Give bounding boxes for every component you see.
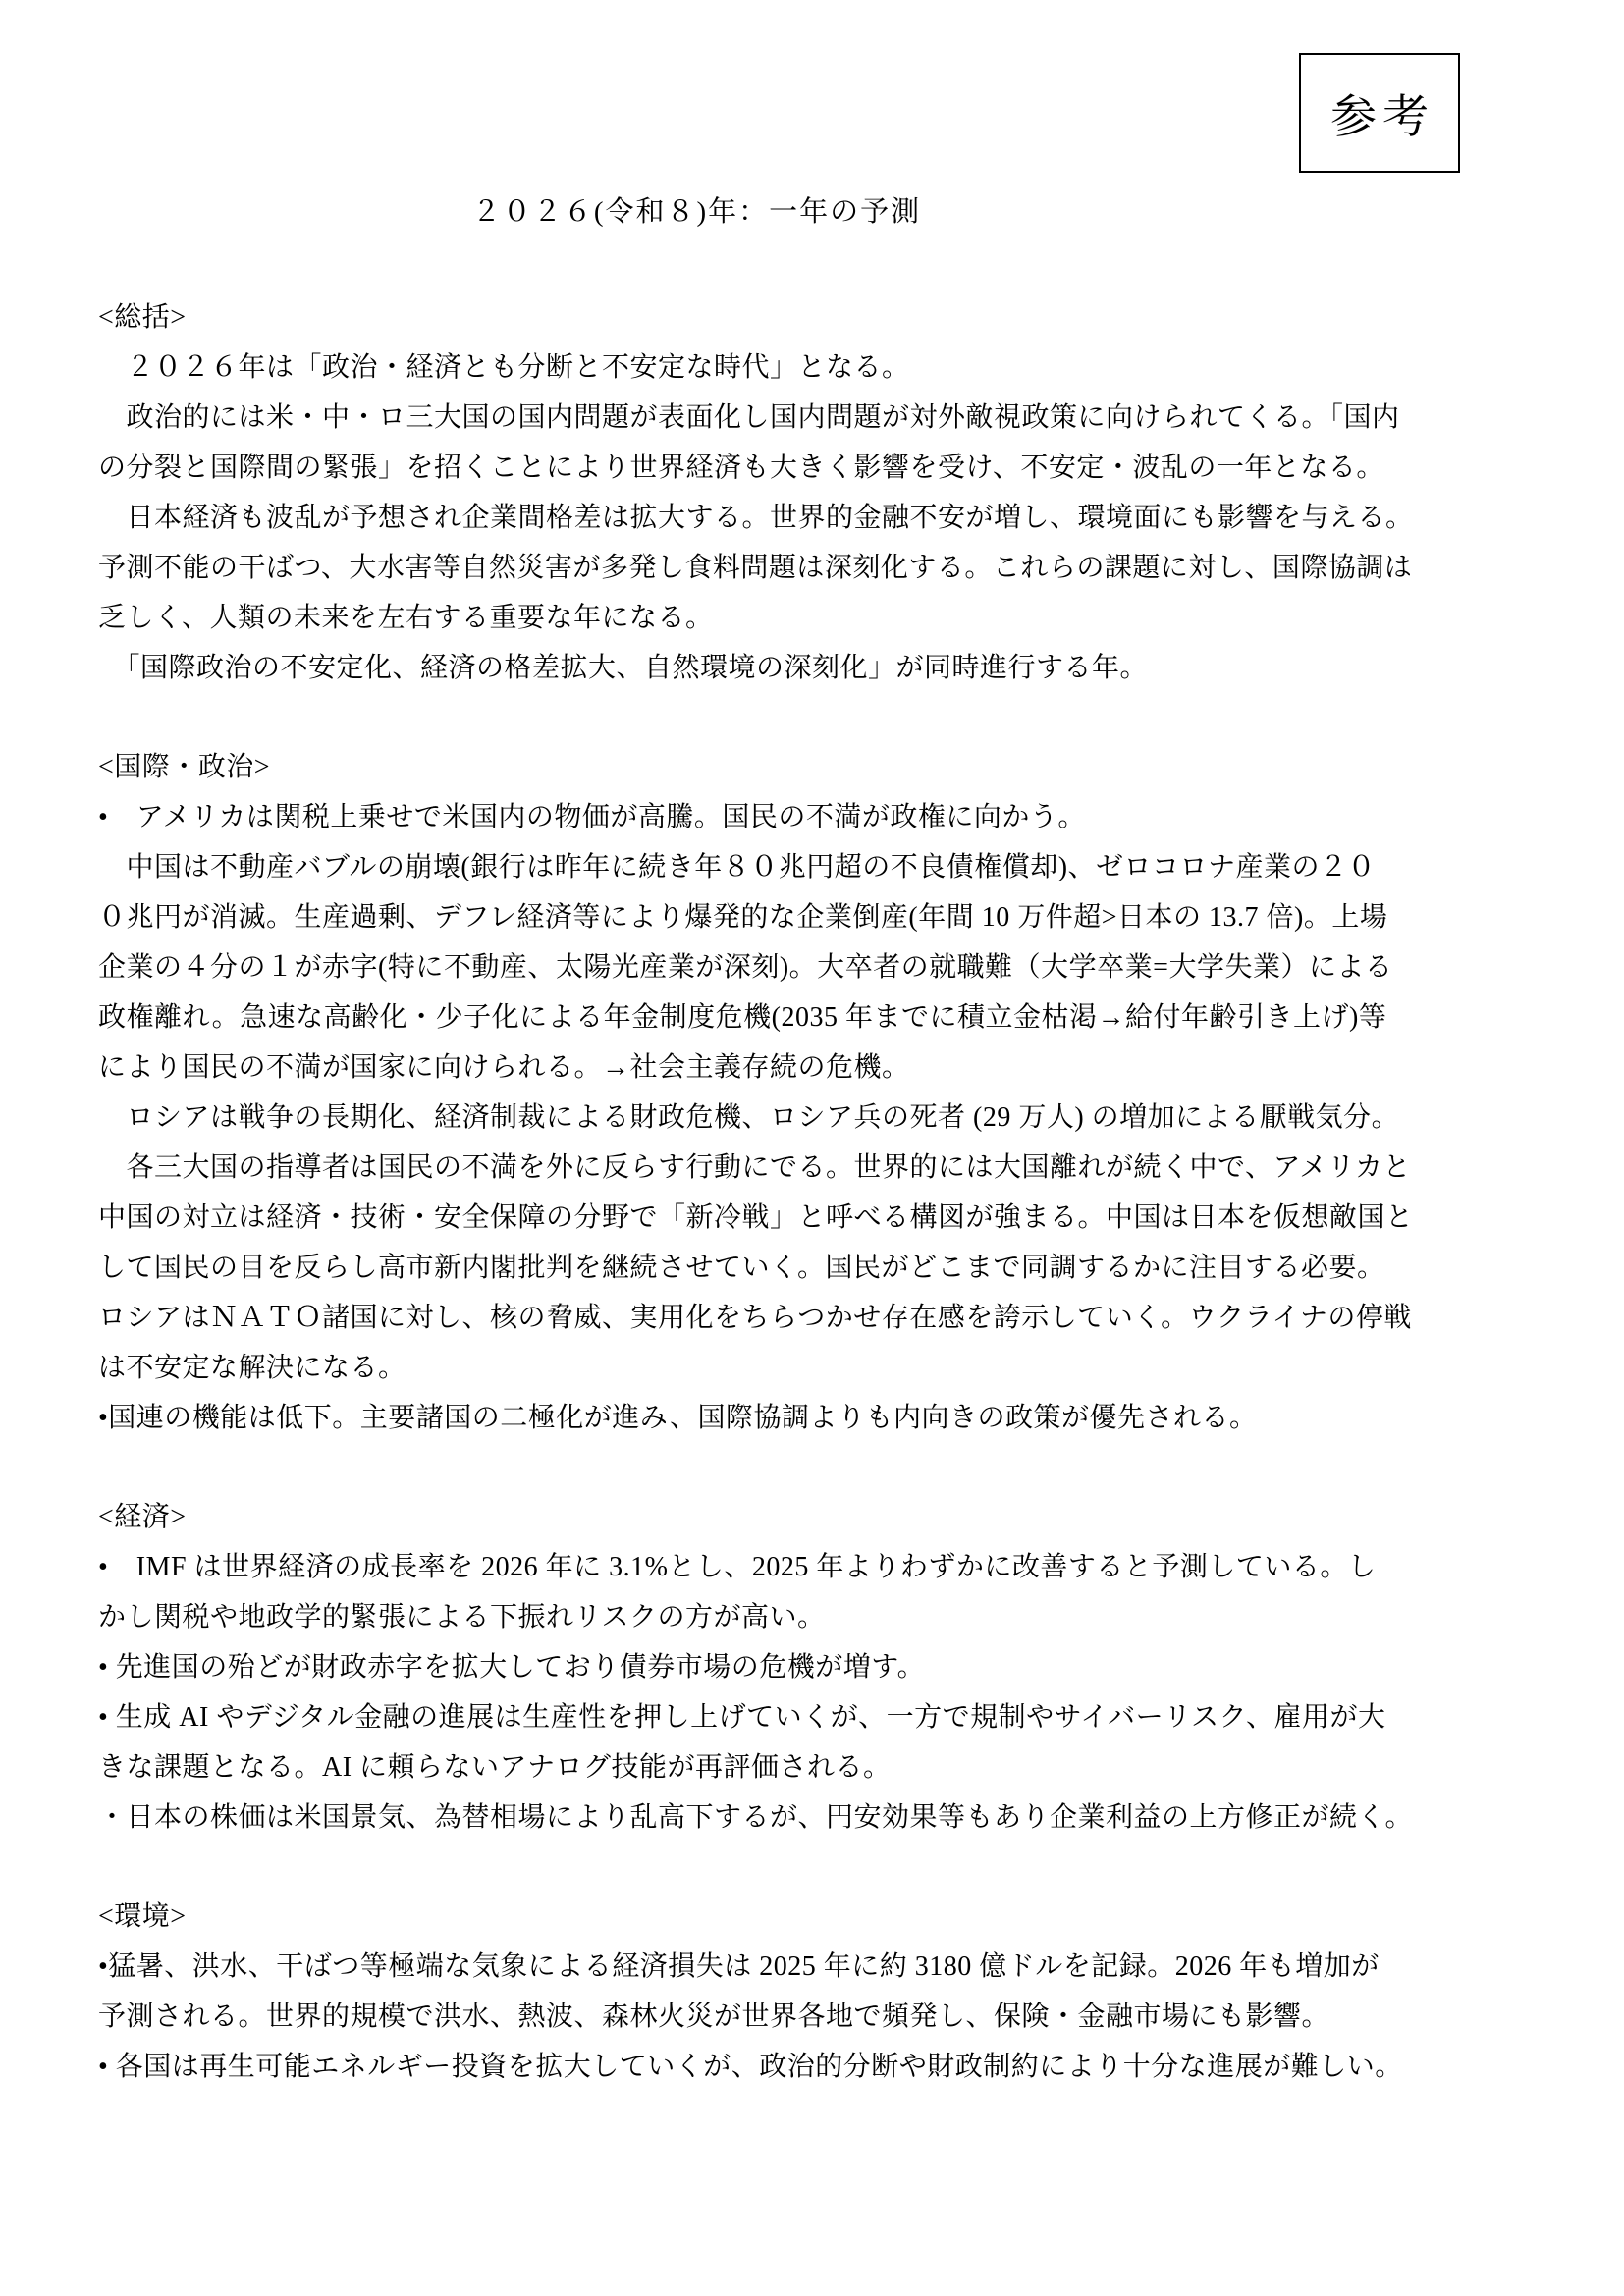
text-line: • 各国は再生可能エネルギー投資を拡大していくが、政治的分断や財政制約により十分な進展が難しい。 xyxy=(98,2052,1403,2082)
text-line: 日本経済も波乱が予想され企業間格差は拡大する。世界的金融不安が増し、環境面にも影響を与える。 xyxy=(98,503,1414,533)
text-line: 政治的には米・中・ロ三大国の国内問題が表面化し国内問題が対外敵視政策に向けられてくる。「国内 xyxy=(98,402,1400,433)
section-heading: <経済> xyxy=(98,1502,187,1532)
text-line: 予測不能の干ばつ、大水害等自然災害が多発し食料問題は深刻化する。これらの課題に対し、国際協調は xyxy=(98,553,1413,583)
sections xyxy=(98,293,1526,2092)
text-line: 中国は不動産バブルの崩壊(銀行は昨年に続き年８０兆円超の不良債権償却)、ゼロコロナ産業の２０ xyxy=(98,852,1377,882)
text-line: • 先進国の殆どが財政赤字を拡大しており債券市場の危機が増す。 xyxy=(98,1652,926,1682)
text-line: ２０２６年は「政治・経済とも分断と不安定な時代」となる。 xyxy=(98,352,910,383)
text-line: の分裂と国際間の緊張」を招くことにより世界経済も大きく影響を受け、不安定・波乱の一年となる。 xyxy=(98,453,1384,483)
section xyxy=(98,1892,1526,2092)
text-line: • 生成 AI やデジタル金融の進展は生産性を押し上げていくが、一方で規制やサイバーリスク、雇用が大 xyxy=(98,1702,1386,1733)
text-line: 中国の対立は経済・技術・安全保障の分野で「新冷戦」と呼べる構図が強まる。中国は日本を仮想敵国と xyxy=(98,1202,1414,1233)
section xyxy=(98,293,1526,693)
text-line: して国民の目を反らし高市新内閣批判を継続させていく。国民がどこまで同調するかに注目する必要。 xyxy=(98,1253,1385,1283)
text-line: 企業の４分の１が赤字(特に不動産、太陽光産業が深刻)。大卒者の就職難（大学卒業=大学失業）による xyxy=(98,952,1393,983)
text-line: ・日本の株価は米国景気、為替相場により乱高下するが、円安効果等もあり企業利益の上方修正が続く。 xyxy=(98,1802,1413,1833)
text-line: により国民の不満が国家に向けられる。→社会主義存続の危機。 xyxy=(98,1052,910,1083)
text-line: は不安定な解決になる。 xyxy=(98,1353,406,1383)
reference-stamp-box: 参考 xyxy=(1299,53,1460,173)
text-line: • アメリカは関税上乗せで米国内の物価が高騰。国民の不満が政権に向かう。 xyxy=(98,802,1086,832)
text-line: かし関税や地政学的緊張による下振れリスクの方が高い。 xyxy=(98,1602,826,1632)
text-line: •猛暑、洪水、干ばつ等極端な気象による経済損失は 2025 年に約 3180 億ドルを記録。2026 年も増加が xyxy=(98,1951,1380,1982)
page-title: ２０２６(令和８)年：一年の予測 xyxy=(471,196,922,228)
text-line: 「国際政治の不安定化、経済の格差拡大、自然環境の深刻化」が同時進行する年。 xyxy=(98,653,1149,683)
section-heading: <総括> xyxy=(98,302,187,333)
text-line: •国連の機能は低下。主要諸国の二極化が進み、国際協調よりも内向きの政策が優先される。 xyxy=(98,1403,1258,1433)
text-line: 乏しく、人類の未来を左右する重要な年になる。 xyxy=(98,603,714,633)
section xyxy=(98,742,1526,1443)
text-line: 各三大国の指導者は国民の不満を外に反らす行動にでる。世界的には大国離れが続く中で、アメリカと xyxy=(98,1152,1411,1183)
text-line: きな課題となる。AI に頼らないアナログ技能が再評価される。 xyxy=(98,1752,892,1783)
text-line: • IMF は世界経済の成長率を 2026 年に 3.1%とし、2025 年よりわずかに改善すると予測している。し xyxy=(98,1552,1377,1582)
section-heading: <国際・政治> xyxy=(98,752,271,782)
text-line: ロシアは戦争の長期化、経済制裁による財政危機、ロシア兵の死者 (29 万人) の増加による厭戦気分。 xyxy=(98,1102,1400,1133)
section-heading: <環境> xyxy=(98,1901,187,1932)
text-line: 予測される。世界的規模で洪水、熱波、森林火災が世界各地で頻発し、保険・金融市場にも影響。 xyxy=(98,2002,1330,2032)
text-line: ０兆円が消滅。生産過剰、デフレ経済等により爆発的な企業倒産(年間 10 万件超>日本の 13.7 倍)。上場 xyxy=(98,902,1388,933)
text-line: ロシアはＮＡＴＯ諸国に対し、核の脅威、実用化をちらつかせ存在感を誇示していく。ウクライナの停戦 xyxy=(98,1303,1412,1333)
text-line: 政権離れ。急速な高齢化・少子化による年金制度危機(2035 年までに積立金枯渇→給付年齢引き上げ)等 xyxy=(98,1002,1387,1033)
section xyxy=(98,1492,1526,1842)
